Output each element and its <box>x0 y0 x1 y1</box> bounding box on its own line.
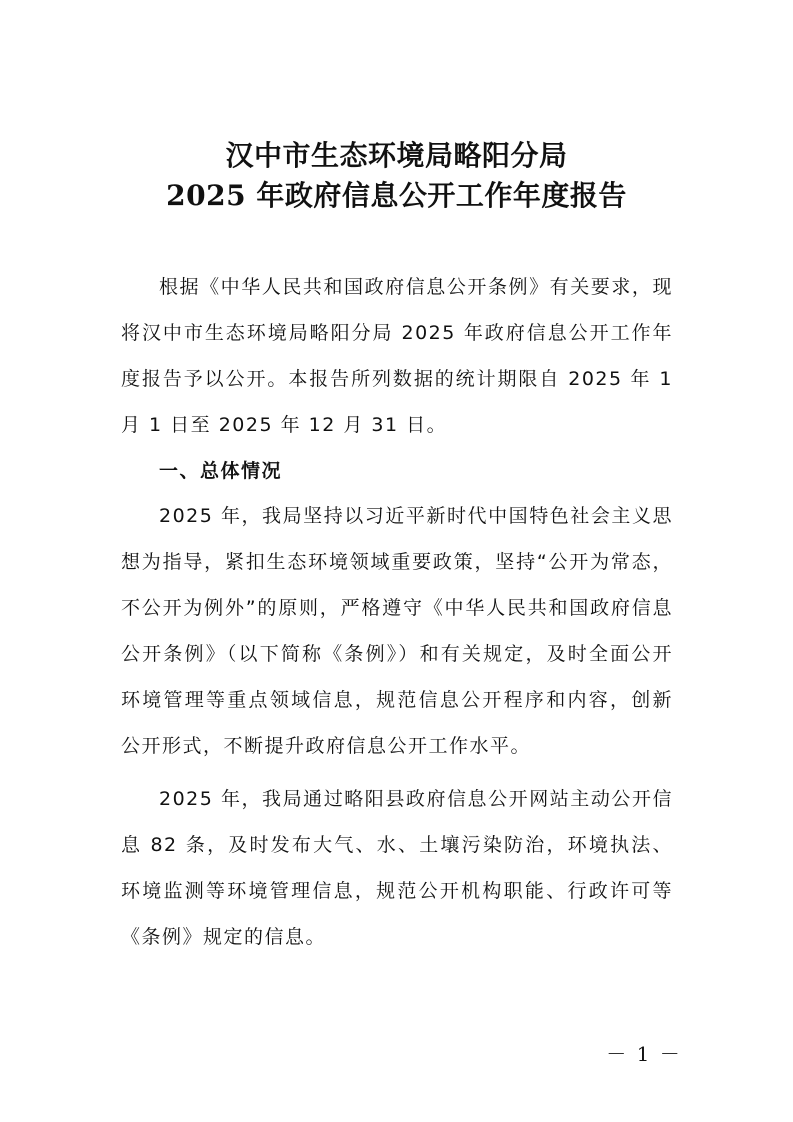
intro-block <box>121 264 673 448</box>
document-title-line1: 汉中市生态环境局略阳分局 <box>225 139 568 172</box>
section1-para2-block <box>121 776 673 960</box>
section1-paragraph-2: 2025 年，我局通过略阳县政府信息公开网站主动公开信息 82 条，及时发布大气、水、土壤污染防治，环境执法、环境监测等环境管理信息，规范公开机构职能、行政许可等《条例》规定的信息。 <box>121 788 673 948</box>
section1-heading: 一、总体情况 <box>159 460 283 482</box>
section1-para1-block <box>121 493 673 769</box>
page-number: － 1 － <box>606 1042 682 1066</box>
intro-paragraph: 根据《中华人民共和国政府信息公开条例》有关要求，现将汉中市生态环境局略阳分局 2025 年政府信息公开工作年度报告予以公开。本报告所列数据的统计期限自 2025 年 1 月 1 日至 2025 年 12 月 31 日。 <box>121 276 673 436</box>
document-title-line2: 2025 年政府信息公开工作年度报告 <box>166 179 627 212</box>
section-heading-block <box>121 448 673 494</box>
section1-paragraph-1: 2025 年，我局坚持以习近平新时代中国特色社会主义思想为指导，紧扣生态环境领域重要政策，坚持“公开为常态，不公开为例外”的原则，严格遵守《中华人民共和国政府信息公开条例》（以下简称《条例》）和有关规定，及时全面公开环境管理等重点领域信息，规范信息公开程序和内容，创新公开形式，不断提升政府信息公开工作水平。 <box>121 505 673 757</box>
